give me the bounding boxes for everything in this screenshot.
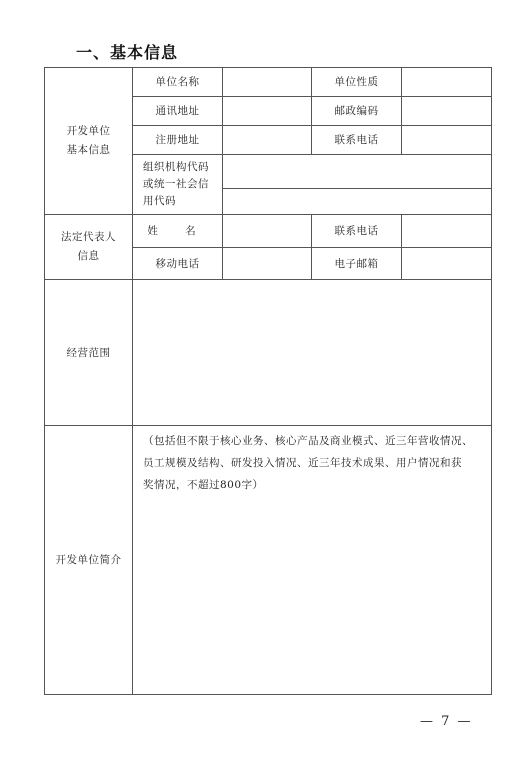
postcode-label: 邮政编码 (312, 97, 402, 126)
unit-name-label: 单位名称 (133, 68, 223, 97)
basic-info-table (44, 67, 492, 695)
unit-nature-label: 单位性质 (312, 68, 402, 97)
legal-mobile-field[interactable] (223, 248, 312, 280)
org-phone-field[interactable] (402, 126, 492, 155)
org-code-field-continued[interactable] (223, 189, 492, 215)
legal-rep-group-label (45, 215, 133, 280)
table-row (45, 280, 492, 426)
legal-group-label-line2: 信息 (77, 250, 100, 262)
postcode-field[interactable] (402, 97, 492, 126)
legal-name-field[interactable] (223, 215, 312, 248)
org-group-label-line2: 基本信息 (66, 144, 111, 156)
intro-hint-line1: （包括但不限于核心业务、核心产品及商业模式、近三年营收情况、 (143, 435, 473, 447)
org-phone-label: 联系电话 (312, 126, 402, 155)
unit-intro-field[interactable] (133, 426, 492, 695)
org-group-label-line1: 开发单位 (66, 125, 111, 137)
legal-group-label-line1: 法定代表人 (61, 231, 116, 243)
org-code-field[interactable] (223, 155, 492, 189)
legal-name-label: 姓 名 (133, 215, 223, 248)
reg-address-field[interactable] (223, 126, 312, 155)
page-number: — 7 — (420, 714, 473, 729)
org-info-group-label (45, 68, 133, 215)
org-code-label-line2: 或统一社会信 (143, 178, 209, 190)
unit-intro-label: 开发单位简介 (45, 426, 133, 695)
table-row (45, 68, 492, 97)
business-scope-field[interactable] (133, 280, 492, 426)
legal-phone-field[interactable] (402, 215, 492, 248)
intro-hint-line2: 员工规模及结构、研发投入情况、近三年技术成果、用户情况和获 (143, 457, 462, 469)
address-field[interactable] (223, 97, 312, 126)
table-row (45, 215, 492, 248)
unit-name-field[interactable] (223, 68, 312, 97)
business-scope-label: 经营范围 (45, 280, 133, 426)
legal-email-field[interactable] (402, 248, 492, 280)
legal-phone-label: 联系电话 (312, 215, 402, 248)
table-row (45, 426, 492, 695)
intro-hint-line3: 奖情况，不超过800字） (143, 479, 264, 491)
address-label: 通讯地址 (133, 97, 223, 126)
legal-mobile-label: 移动电话 (133, 248, 223, 280)
reg-address-label: 注册地址 (133, 126, 223, 155)
org-code-label-line3: 用代码 (143, 195, 176, 207)
org-code-label-line1: 组织机构代码 (143, 161, 209, 173)
legal-email-label: 电子邮箱 (312, 248, 402, 280)
section-title: 一、基本信息 (76, 43, 179, 62)
org-code-label (133, 155, 223, 215)
unit-nature-field[interactable] (402, 68, 492, 97)
